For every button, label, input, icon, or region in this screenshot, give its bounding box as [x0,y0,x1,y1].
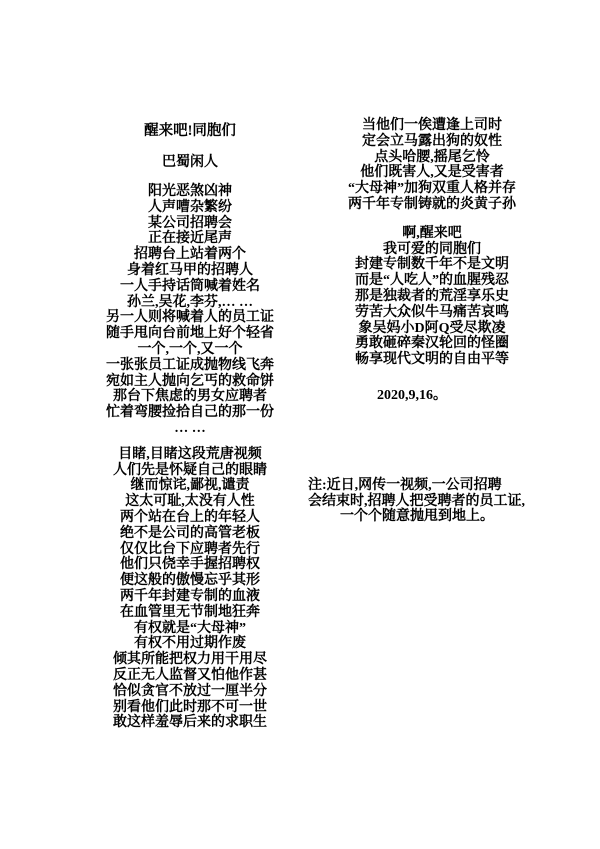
poem-line: 封建专制数千年不是文明 [355,257,509,273]
poem-line: 而是“人吃人”的血腥残忍 [355,273,509,289]
poem-line: 有权就是“大母神” [134,620,246,636]
stanza-1 [60,184,320,437]
poem-line: 便这般的傲慢忘乎其形 [120,573,260,589]
poem-line: 两个站在台上的年轻人 [120,509,260,525]
poem-line: … … [174,420,206,436]
stanza-3 [60,447,320,731]
poem-line: 当他们一俟遭逢上司时 [362,118,502,133]
poem-line: 啊,醒来吧 [402,225,462,241]
poem-line: 恰似贪官不放过一厘半分 [113,683,267,699]
poem-line: 仅仅比台下应聘者先行 [120,541,260,557]
poem-line: 反正无人监督又怕他作甚 [113,667,267,683]
poem-line: 畅享现代文明的自由平等 [355,352,509,368]
poem-line: 两千年封建专制的血液 [120,588,260,604]
poem-line: 招聘台上站着两个 [134,247,246,263]
poem-line: 在血管里无节制地狂奔 [120,604,260,620]
poem-line: 会结束时,招聘人把受聘者的员工证, [308,493,525,509]
poem-line: 人声嘈杂繁纷 [148,199,232,215]
poem-line: 随手甩向台前地上好个轻省 [106,326,274,342]
poem-line: 敢这样羞辱后来的求职生 [113,715,267,731]
poem-line: 身着红马甲的招聘人 [127,262,253,278]
poem-line: 继而惊诧,鄙视,谴责 [130,478,250,494]
poem-line: 注:近日,网传一视频,一公司招聘 [308,477,502,493]
poem-line: 某公司招聘会 [148,215,232,231]
poem-line: 点头哈腰,摇尾乞怜 [374,149,490,165]
poem-line: 另一人则将喊着人的员工证 [106,310,274,326]
poem-line: 他们只侥幸手握招聘权 [120,557,260,573]
poem-line: 倾其所能把权力用干用尽 [113,652,267,668]
poem-line: 一张张员工证成抛物线飞奔 [106,357,274,373]
poem-line: 这太可耻,太没有人性 [125,494,255,510]
poem-line: 人们先是怀疑自己的眼睛 [113,462,267,478]
poem-line: 定会立马露出狗的奴性 [362,133,502,149]
poem-line: 正在接近尾声 [148,231,232,247]
poem-line: 目睹,目睹这段荒唐视频 [118,446,262,462]
poem-line: 我可爱的同胞们 [383,241,481,257]
stanza-2 [308,118,556,213]
poem-line: 阳光恶煞凶神 [148,184,232,199]
poem-line: 那台下焦虑的男女应聘者 [113,389,267,405]
poem-line: 别看他们此时那不可一世 [113,699,267,715]
poem-line: 绝不是公司的高管老板 [120,525,260,541]
right-column [308,118,556,525]
poem-line: 那是独裁者的荒淫享乐史 [355,288,509,304]
poem-line: 有权不用过期作废 [134,636,246,652]
poem-line: “大母神”加狗双重人格并存 [348,181,516,197]
editor-note [308,478,556,525]
poem-line: 两千年专制铸就的炎黄子孙 [348,196,516,212]
poem-line: 忙着弯腰捡拾自己的那一份 [106,405,274,421]
poem-line: 宛如主人抛向乞丐的救命饼 [106,373,274,389]
poem-author: 巴蜀闲人 [162,155,218,170]
poem-line: 他们既害人,又是受害者 [360,165,504,181]
poem-line: 勇敢砸碎秦汉轮回的怪圈 [355,336,509,352]
poem-line: 一个,一个,又一个 [137,341,243,357]
poem-line: 劳苦大众似牛马痛苦哀鸣 [355,304,509,320]
poem-date: 2020,9,16。 [377,387,447,403]
poem-line: 一人手持话筒喊着姓名 [120,278,260,294]
poem-line: 一个个随意抛甩到地上。 [340,509,494,525]
poem-line: 象吴妈小D阿Q受尽欺凌 [358,320,506,336]
stanza-4 [308,226,556,368]
poem-title: 醒来吧!同胞们 [144,123,236,139]
poem-line: 孙兰,吴花,李芬,… … [127,294,253,310]
left-column [60,123,320,731]
